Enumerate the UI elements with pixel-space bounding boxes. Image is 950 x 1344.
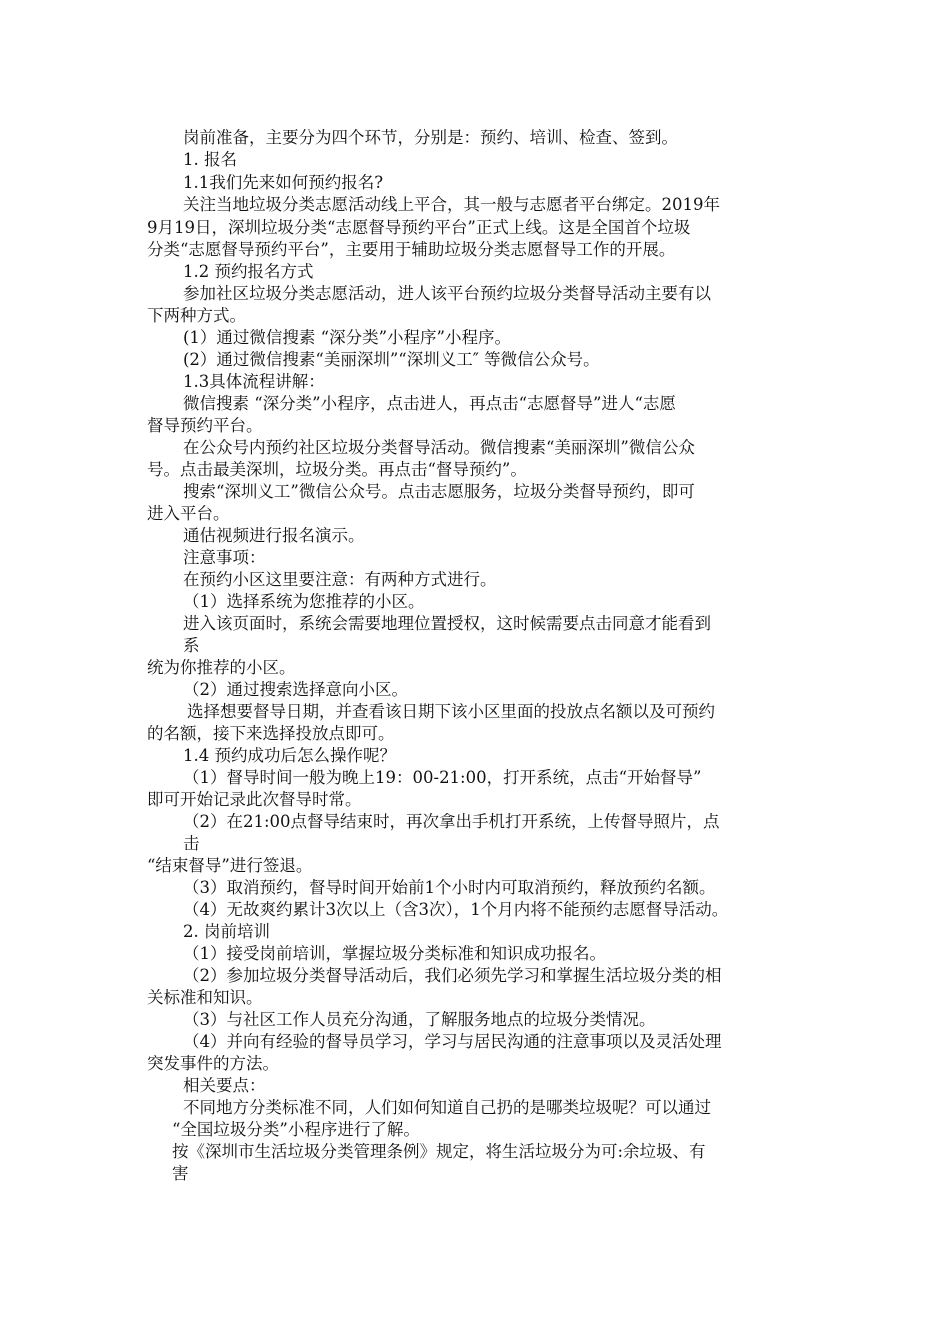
text-line: “结束督导”进行签退。 [147,856,313,875]
section-heading: 2. 岗前培训 [183,922,270,941]
text-line: “全国垃圾分类”小程序进行了解。 [172,1120,420,1139]
text-line: 在预约小区这里要注意：有两种方式进行。 [183,570,497,589]
text-line: 分类“志愿督导预约平台”，主要用于辅助垃圾分类志愿督导工作的开展。 [147,240,676,259]
list-item: （1）督导时间一般为晚上19：00-21:00，打开系统，点击“开始督导” [183,768,702,787]
text-line: 关标准和知识。 [147,988,263,1007]
text-line: 即可开始记录此次督导时常。 [147,790,362,809]
text-line: 击 [183,834,200,853]
text-line: 进入该页面时，系统会需要地理位置授权，这时候需要点击同意才能看到 [183,614,711,633]
text-line: 督导预约平台。 [147,416,263,435]
section-heading: 1. 报名 [183,150,237,169]
list-item: （3）取消预约，督导时间开始前1个小时内可取消预约，释放预约名额。 [183,878,716,897]
subsection-heading: 1.1我们先来如何预约报名? [183,173,384,192]
subsection-heading: 1.4 预约成功后怎么操作呢？ [183,746,396,765]
text-line: 选择想要督导日期，并查看该日期下该小区里面的投放点名额以及可预约 [187,702,715,721]
text-line: 通估视频进行报名演示。 [183,526,365,545]
list-item: （2）在21:00点督导结束时，再次拿出手机打开系统，上传督导照片，点 [183,812,720,831]
list-item: （4）无故爽约累计3次以上（含3次），1个月内将不能预约志愿督导活动。 [183,900,729,919]
text-line: 搜索“深圳义工”微信公众号。点击志愿服务，垃圾分类督导预约，即可 [183,482,695,501]
list-item: （2）参加垃圾分类督导活动后，我们必须先学习和掌握生活垃圾分类的相 [183,966,722,985]
text-line: 按《深圳市生活垃圾分类管理条例》规定，将生活垃圾分为可:余垃圾、有 [172,1142,706,1161]
subsection-heading: 1.3具体流程讲解： [183,372,325,391]
text-line: 进入平台。 [147,504,230,523]
text-line: 突发事件的方法。 [147,1054,279,1073]
list-item: （2）通过搜索选择意向小区。 [183,680,408,699]
list-item: （1）选择系统为您推荐的小区。 [183,592,425,611]
text-line: 关注当地垃圾分类志愿活动线上平合，其一般与志愿者平台绑定。2019年 [183,195,720,214]
list-item: （4）并向有经验的督导员学习，学习与居民沟通的注意事项以及灵活处理 [183,1032,722,1051]
text-line: 号。点击最美深圳，垃圾分类。再点击“督导预约”。 [147,460,527,479]
list-item: （1）接受岗前培训，掌握垃圾分类标准和知识成功报名。 [183,944,606,963]
text-line: 岗前准备，主要分为四个环节，分别是：预约、培训、检查、签到。 [183,128,678,147]
text-line: 害 [172,1164,189,1183]
subsection-heading: 1.2 预约报名方式 [183,262,314,281]
text-line: 参加社区垃圾分类志愿活动，进人该平台预约垃圾分类督导活动主要有以 [183,284,711,303]
text-line: 系 [183,636,200,655]
text-line: 相关要点： [183,1076,266,1095]
text-line: 在公众号内预约社区垃圾分类督导活动。微信搜素“美丽深圳”微信公众 [183,438,695,457]
text-line: 的名额，接下来选择投放点即可。 [147,724,395,743]
text-line: 9月19日，深圳垃圾分类“志愿督导预约平台”正式上线。这是全国首个垃圾 [147,218,691,237]
text-line: 注意事项： [183,548,266,567]
list-item: (2）通过微信搜素“美丽深圳”“深圳义工″ 等微信公众号。 [183,350,600,369]
list-item: (1）通过微信搜素 “深分类”小程序”小程序。 [183,328,511,347]
text-line: 不同地方分类标准不同，人们如何知道自己扔的是哪类垃圾呢？可以通过 [183,1098,711,1117]
text-line: 统为你推荐的小区。 [147,658,296,677]
text-line: 下两种方式。 [147,306,246,325]
text-line: 微信搜素 “深分类”小程序，点击进人，再点击“志愿督导”进人“志愿 [183,394,676,413]
list-item: （3）与社区工作人员充分沟通，了解服务地点的垃圾分类情况。 [183,1010,656,1029]
